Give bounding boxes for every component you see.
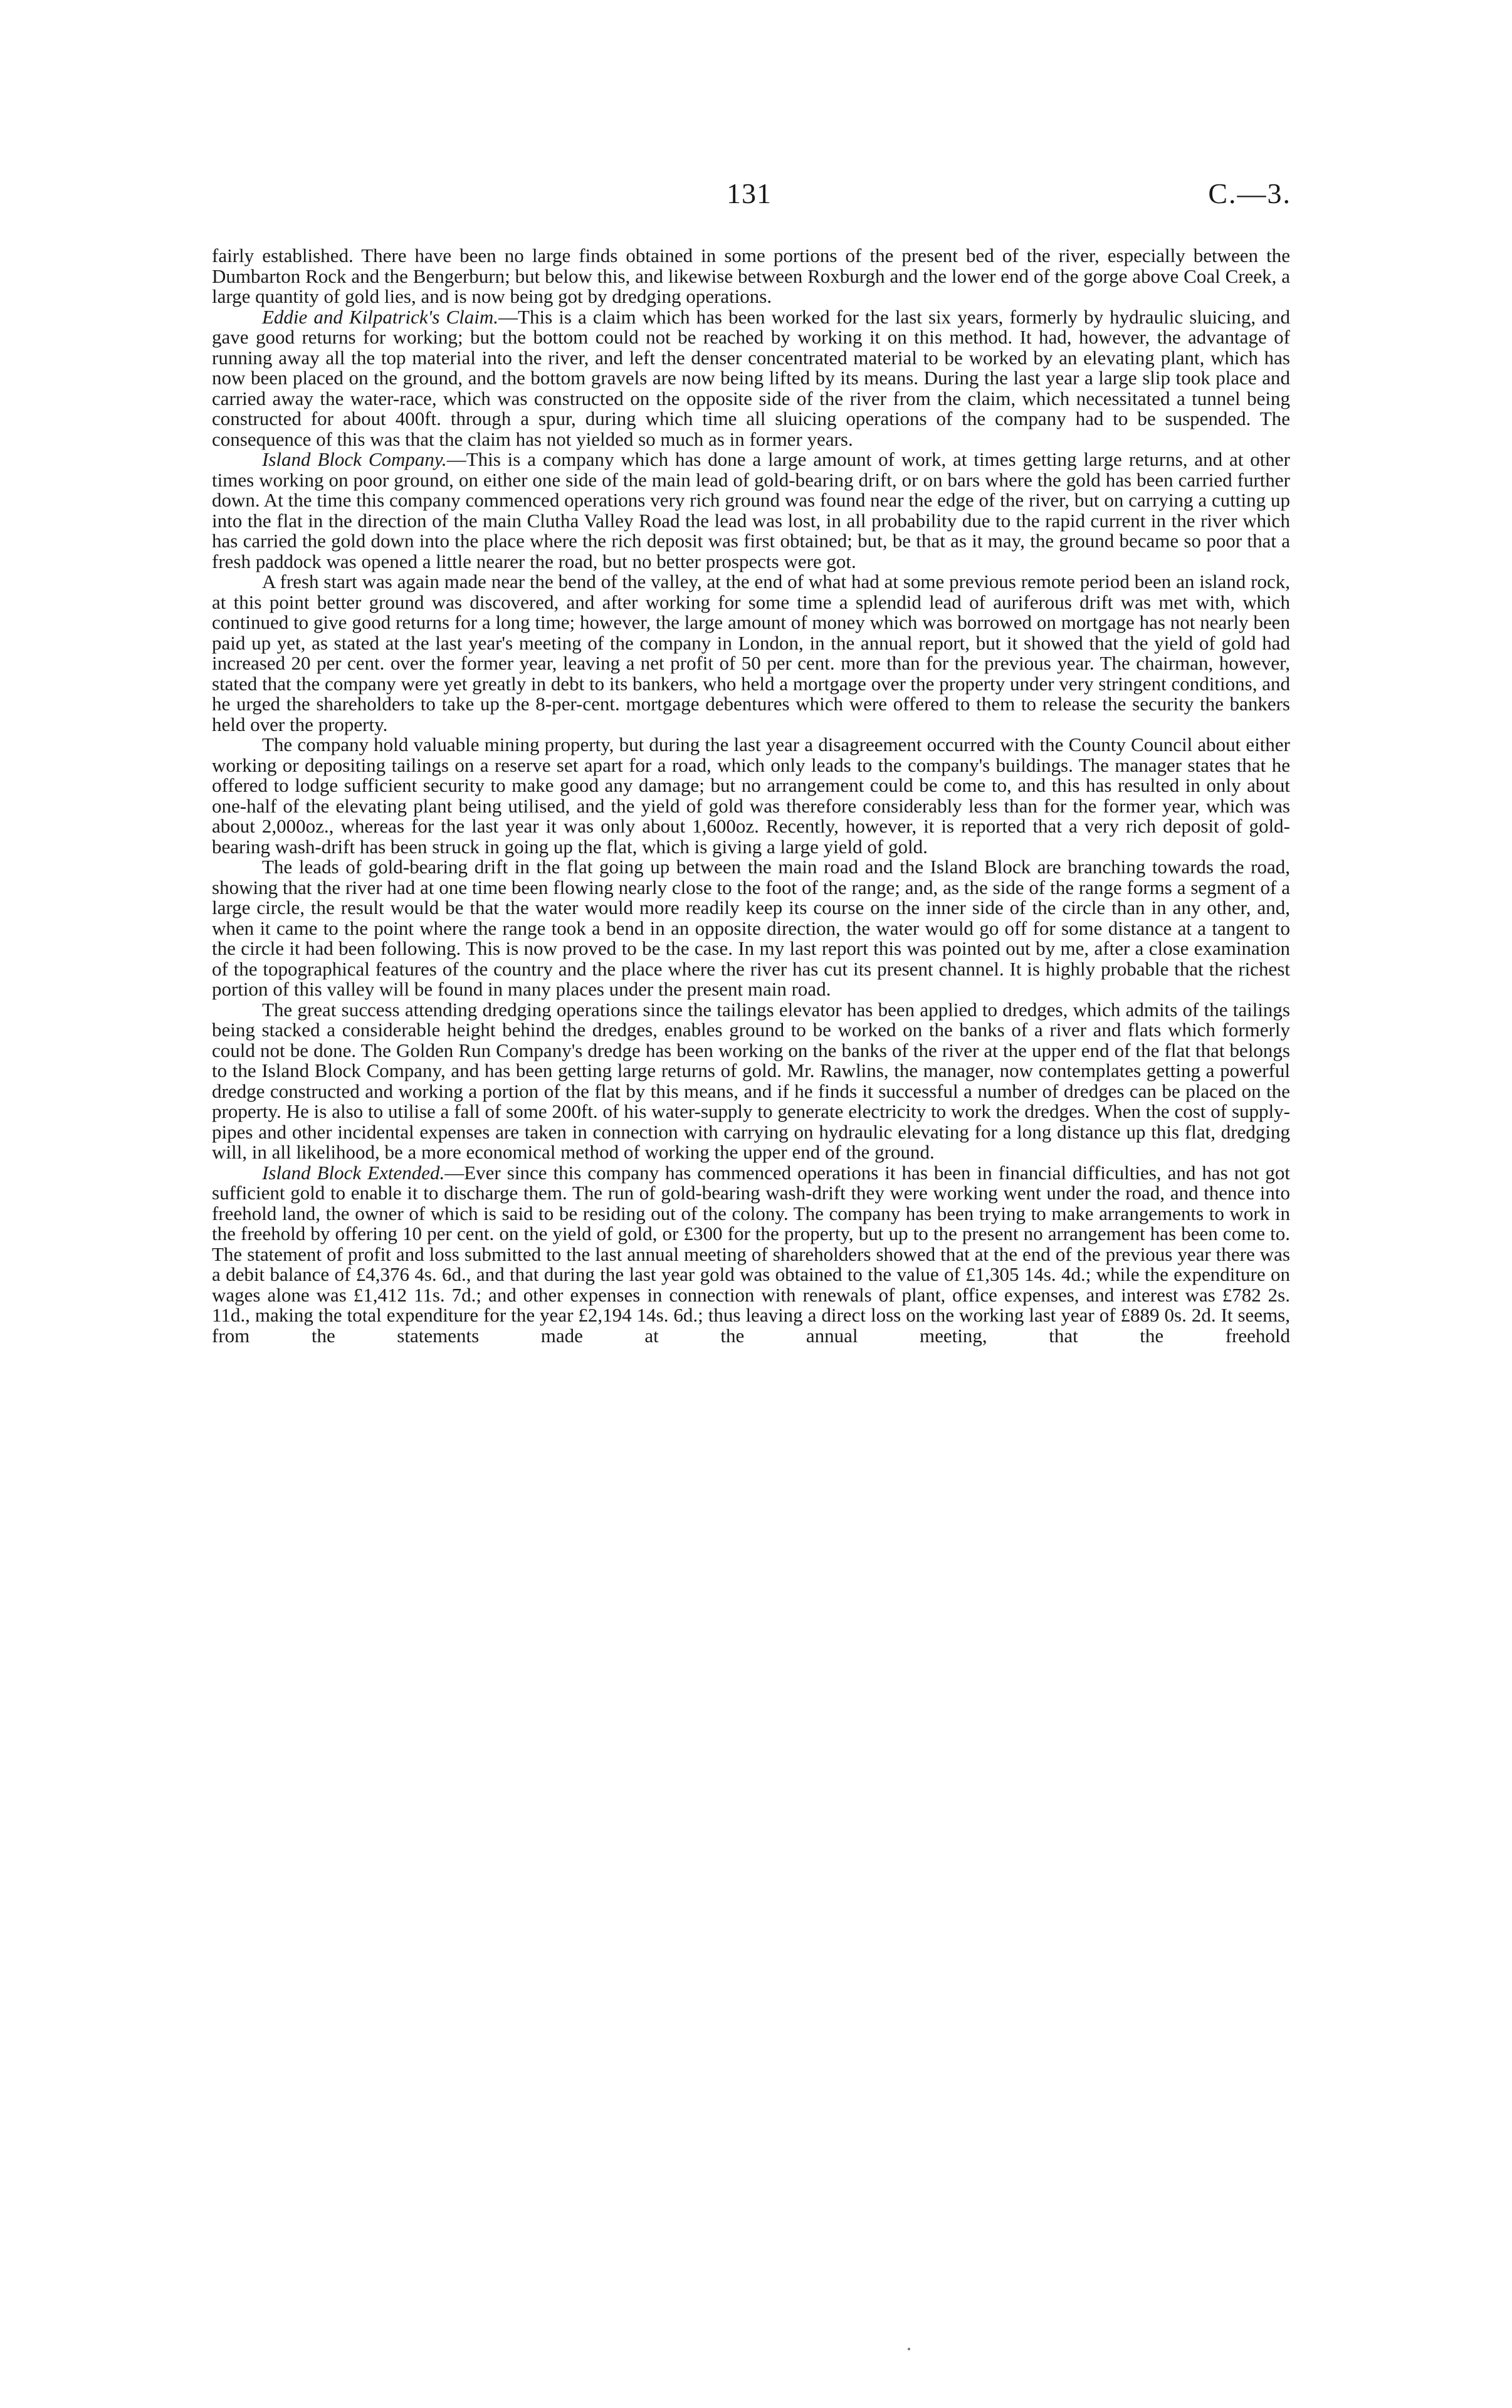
paragraph-dredging [212,1000,1290,1163]
paragraph-island-block-company [212,450,1290,572]
paragraph-text: The great success attending dredging operations since the tailings elevator has been applied to dredges, which admits of the tailings being stacked a considerable height behind the dredges, enables ground to be worked on the banks of a river and flats which formerly could not be done. The Golden Run Company's dredge has been working on the banks of the river at the upper end of the flat that belongs to the Island Block Company, and has been getting large returns of gold. Mr. Rawlins, the manager, now contemplates getting a powerful dredge constructed and working a portion of the flat by this means, and if he finds it successful a number of dredges can be placed on the property. He is also to utilise a fall of some 200ft. of his water-supply to generate electricity to work the dredges. When the cost of supply-pipes and other incidental expenses are taken in connection with carrying on hydraulic elevating for a long distance up this flat, dredging will, in all likelihood, be a more economical method of working the upper end of the ground. [212,998,1290,1163]
paragraph-fresh-start [212,572,1290,735]
paragraph-island-block-extended [212,1163,1290,1347]
paragraph-lead: Island Block Extended. [262,1161,445,1184]
paragraph-continuation [212,246,1290,307]
paragraph-text: The leads of gold-bearing drift in the flat going up between the main road and the Island Block are branching towards the road, showing that the river had at one time been flowing nearly close to the foot of the range; and, as the side of the range forms a segment of a large circle, the result would be that the water would more readily keep its course on the inner side of the circle than in any other, and, when it came to the point where the range took a bend in an opposite direction, the water would go off for some distance at a tangent to the circle it had been following. This is now proved to be the case. In my last report this was pointed out by me, after a close examination of the topographical features of the country and the place where the river has cut its present channel. It is highly probable that the richest portion of this valley will be found in many places under the present main road. [212,856,1290,1000]
paragraph-text: —Ever since this company has commenced operations it has been in financial difficulties, and has not got sufficient gold to enable it to discharge them. The run of gold-bearing wash-drift they were working went under the road, and thence into freehold land, the owner of which is said to be residing out of the colony. The company has been trying to make arrangements to work in the freehold by offering 10 per cent. on the yield of gold, or £300 for the property, but up to the present no arrangement has been come to. The statement of profit and loss submitted to the last annual meeting of shareholders showed that at the end of the previous year there was a debit balance of £4,376 4s. 6d., and that during the last year gold was obtained to the value of £1,305 14s. 4d.; while the expenditure on wages alone was £1,412 11s. 7d.; and other expenses in connection with renewals of plant, office expenses, and interest was £782 2s. 11d., making the total expenditure for the year £2,194 14s. 6d.; thus leaving a direct loss on the working last year of £889 0s. 2d. It seems, from the statements made at the annual meeting, that the freehold [212,1161,1290,1347]
stray-ink-mark [908,2348,910,2350]
paragraph-lead: Island Block Company. [262,448,447,470]
paragraph-text: The company hold valuable mining property, but during the last year a disagreement occurred with the County Council about either working or depositing tailings on a reserve set apart for a road, which only leads to the company's buildings. The manager states that he offered to lodge sufficient security to make good any damage; but no arrangement could be come to, and this has resulted in only about one-half of the elevating plant being utilised, and the yield of gold was therefore considerably less than for the former year, which was about 2,000oz., whereas for the last year it was only about 1,600oz. Recently, however, it is reported that a very rich deposit of gold-bearing wash-drift has been struck in going up the flat, which is giving a large yield of gold. [212,733,1290,858]
paragraph-text: fairly established. There have been no large finds obtained in some portions of the present bed of the river, especially between the Dumbarton Rock and the Bengerburn; but below this, and likewise between Roxburgh and the lower end of the gorge above Coal Creek, a large quantity of gold lies, and is now being got by dredging operations. [212,244,1290,307]
paragraph-eddie-kilpatrick [212,307,1290,450]
paragraph-text: —This is a claim which has been worked for the last six years, formerly by hydraulic sluicing, and gave good returns for working; but the bottom could not be reached by working it on this method. It had, however, the advantage of running away all the top material into the river, and left the denser concentrated material to be worked by an elevating plant, which has now been placed on the ground, and the bottom gravels are now being lifted by its means. During the last year a large slip took place and carried away the water-race, which was constructed on the opposite side of the river from the claim, which necessitated a tunnel being constructed for about 400ft. through a spur, during which time all sluicing operations of the company had to be suspended. The consequence of this was that the claim has not yielded so much as in former years. [212,305,1290,450]
paper-reference: C.—3. [1208,177,1291,209]
paragraph-mining-property [212,735,1290,857]
page-number: 131 [727,177,772,209]
page-header [207,177,1291,214]
paragraph-text: —This is a company which has done a large amount of work, at times getting large returns, and at other times working on poor ground, on either one side of the main lead of gold-bearing drift, or on bars where the gold has been carried further down. At the time this company commenced operations very rich ground was found near the edge of the river, but on carrying a cutting up into the flat in the direction of the main Clutha Valley Road the lead was lost, in all probability due to the rapid current in the river which has carried the gold down into the place where the rich deposit was first obtained; but, be that as it may, the ground became so poor that a fresh paddock was opened a little nearer the road, but no better prospects were got. [212,448,1290,572]
body-text [212,246,1290,1346]
paragraph-text: A fresh start was again made near the bend of the valley, at the end of what had at some previous remote period been an island rock, at this point better ground was discovered, and after working for some time a splendid lead of auriferous drift was met with, which continued to give good returns for a long time; however, the large amount of money which was borrowed on mortgage has not nearly been paid up yet, as stated at the last year's meeting of the company in London, in the annual report, but it showed that the yield of gold had increased 20 per cent. over the former year, leaving a net profit of 50 per cent. more than for the previous year. The chairman, however, stated that the company were yet greatly in debt to its bankers, who held a mortgage over the property under very stringent conditions, and he urged the shareholders to take up the 8-per-cent. mortgage debentures which were offered to them to release the security the bankers held over the property. [212,570,1290,735]
paragraph-gold-leads [212,857,1290,1000]
paragraph-lead: Eddie and Kilpatrick's Claim. [262,305,499,328]
